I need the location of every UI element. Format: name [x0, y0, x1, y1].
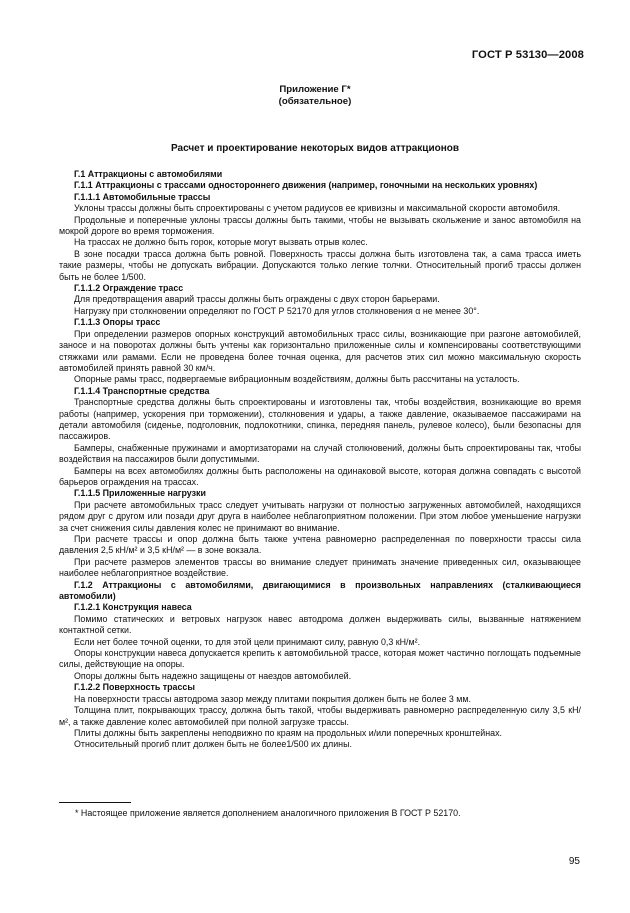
paragraph: Относительный прогиб плит должен быть не более1/500 их длины. [74, 739, 352, 750]
heading-g1-1-5: Г.1.1.5 Приложенные нагрузки [74, 488, 206, 499]
heading-g1-1-4: Г.1.1.4 Транспортные средства [74, 385, 210, 396]
page-number: 95 [568, 856, 580, 867]
footnote: * Настоящее приложение является дополнением аналогичного приложения В ГОСТ Р 52170. [75, 808, 461, 818]
heading-g1-1-2: Г.1.1.2 Ограждение трасс [74, 283, 184, 294]
paragraph: При расчете размеров элементов трассы во внимание следует принимать значение приведенных сил, оказывающее наиболее неблагоприятное воздействие. [59, 556, 581, 579]
annex-title: Приложение Г* [279, 84, 351, 95]
paragraph: Нагрузку при столкновении определяют по ГОСТ Р 52170 для углов столкновения α не менее 30°. [74, 305, 480, 316]
paragraph: Опоры должны быть надежно защищены от наездов автомобилей. [74, 670, 352, 681]
paragraph: На трассах не должно быть горок, которые могут вызвать отрыв колес. [74, 237, 368, 248]
paragraph: В зоне посадки трасса должна быть ровной. Поверхность трассы должна быть изготовлена так, а сама трасса иметь такие размеры, чтобы не допускать вибрации. Допускаются только легкие толчки. Относительный прогиб трассы должен быть не более 1/500. [59, 248, 581, 282]
paragraph: Для предотвращения аварий трассы должны быть ограждены с двух сторон барьерами. [74, 294, 440, 305]
paragraph: Продольные и поперечные уклоны трассы должны быть такими, чтобы не вызывать скольжение и занос автомобиля на мокрой дороге во время торможения. [59, 214, 581, 237]
paragraph: При определении размеров опорных конструкций автомобильных трасс силы, возникающие при разгоне автомобилей, заносе и на поворотах должны быть учтены как горизонтально приложенные силы и компенсированы соответствующими стяжками или рамами. Если не проведена более точная оценка, для расчетов этих сил можно максимальную скорость автомобилей принять равной 30 км/ч. [59, 328, 581, 373]
standard-header: ГОСТ Р 53130—2008 [471, 49, 584, 61]
paragraph: На поверхности трассы автодрома зазор между плитами покрытия должен быть не более 3 мм. [74, 693, 471, 704]
paragraph: Транспортные средства должны быть спроектированы и изготовлены так, чтобы воздействия, возникающие во время работы (например, ускорения при торможении), столкновения и удары, а также давление, оказываемое пассажирами на детали автомобиля (сиденье, подголовник, подлокотники, спинка, передняя панель, рулевое колесо), были безопасны для пассажиров. [59, 397, 581, 442]
footnote-divider [59, 802, 131, 803]
paragraph: При расчете автомобильных трасс следует учитывать нагрузки от полностью загруженных автомобилей, находящихся рядом друг с другом или позади друг друга в наиболее неблагоприятном положении. При этом любое уменьшение нагрузки за счет снижения силы давления колес не принимают во внимание. [59, 499, 581, 533]
paragraph: Толщина плит, покрывающих трассу, должна быть такой, чтобы выдерживать равномерно распределенную силу 3,5 кН/м², а также давление колес автомобилей при полной загрузке трассы. [59, 705, 581, 727]
paragraph: Плиты должны быть закреплены неподвижно по краям на продольных и/или поперечных кронштейнах. [74, 727, 502, 738]
paragraph: Опоры конструкции навеса допускается крепить к автомобильной трассе, которая может частично поглощать подъемные силы, действующие на опоры. [59, 648, 581, 670]
document-body [59, 169, 581, 751]
heading-g1: Г.1 Аттракционы с автомобилями [74, 169, 223, 179]
section-title: Расчет и проектирование некоторых видов аттракционов [170, 143, 460, 154]
heading-g1-2-1: Г.1.2.1 Конструкция навеса [74, 602, 192, 613]
annex-status: (обязательное) [278, 96, 352, 107]
paragraph: Если нет более точной оценки, то для этой цели принимают силу, равную 0,3 кН/м². [74, 636, 421, 647]
heading-g1-2-2: Г.1.2.2 Поверхность трассы [74, 682, 195, 693]
paragraph: Уклоны трассы должны быть спроектированы с учетом радиусов ее кривизны и максимальной скорости автомобиля. [74, 203, 561, 214]
heading-g1-1-1: Г.1.1.1 Автомобильные трассы [74, 191, 211, 202]
heading-g1-2: Г.1.2 Аттракционы с автомобилями, двигающимися в произвольных направлениях (сталкивающиеся автомобили) [59, 579, 581, 602]
paragraph: Помимо статических и ветровых нагрузок навес автодрома должен выдерживать силы, вызванные натяжением контактной сетки. [59, 613, 581, 636]
paragraph: При расчете трассы и опор должна быть также учтена равномерно распределенная по поверхности трассы сила давления 2,5 кН/м² и 3,5 кН/м² — в зоне вокзала. [59, 534, 581, 556]
heading-g1-1-3: Г.1.1.3 Опоры трасс [74, 317, 161, 328]
paragraph: Бамперы на всех автомобилях должны быть расположены на одинаковой высоте, которая должна совпадать с высотой барьеров ограждения на трассах. [59, 465, 581, 487]
heading-g1-1: Г.1.1 Аттракционы с трассами одностороннего движения (например, гоночными на нескольких уровнях) [74, 180, 538, 191]
paragraph: Бамперы, снабженные пружинами и амортизаторами на случай столкновений, должны быть спроектированы так, чтобы воздействия на пассажиров были допустимыми. [59, 442, 581, 465]
paragraph: Опорные рамы трасс, подвергаемые вибрационным воздействиям, должны быть рассчитаны на усталость. [74, 374, 520, 385]
